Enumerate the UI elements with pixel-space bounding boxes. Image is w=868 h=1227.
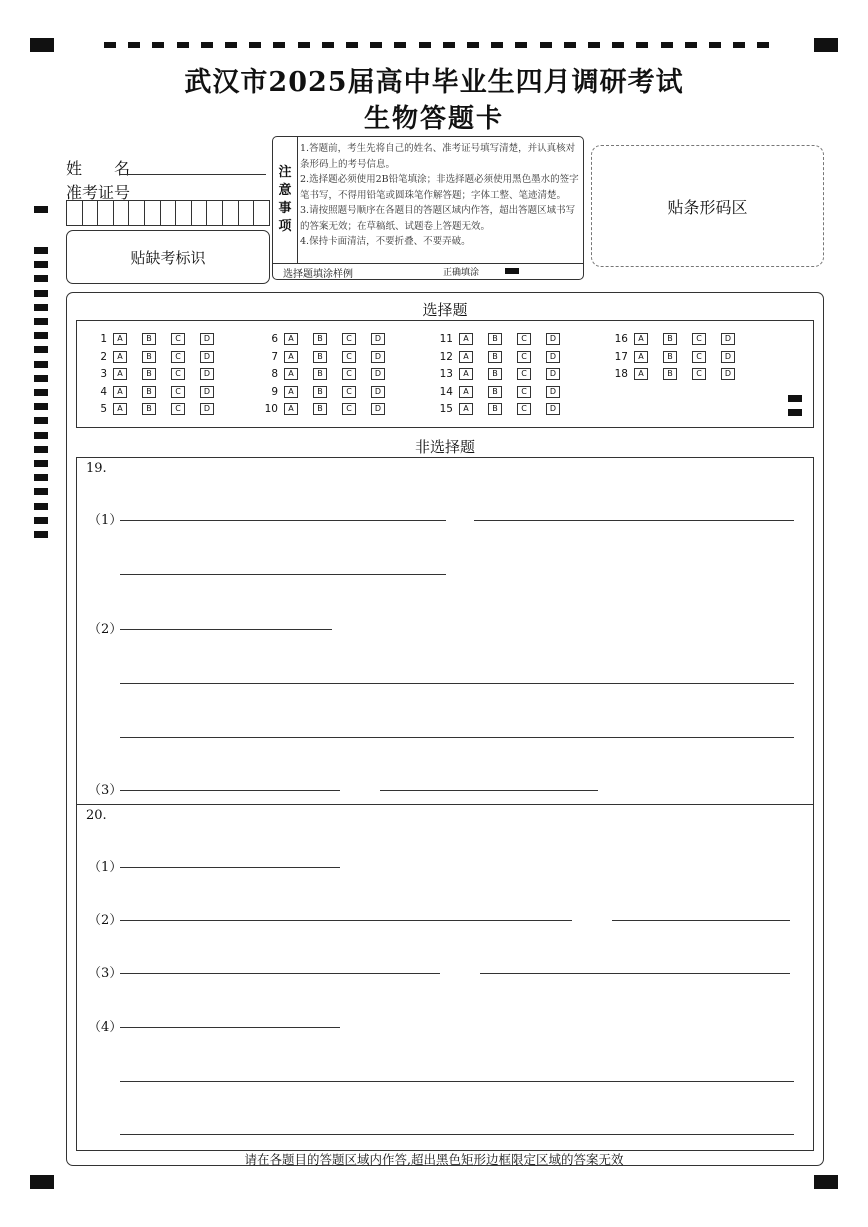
timing-mark xyxy=(34,375,48,382)
option-bubble-d[interactable]: D xyxy=(371,333,385,345)
option-bubble-c[interactable]: C xyxy=(517,333,531,345)
option-bubble-a[interactable]: A xyxy=(284,368,298,380)
choice-question-row xyxy=(89,368,229,380)
choice-question-row xyxy=(89,351,229,363)
q20-part1-label: （1） xyxy=(88,860,123,875)
option-bubble-b[interactable]: B xyxy=(488,403,502,415)
timing-mark xyxy=(346,42,358,48)
timing-mark xyxy=(661,42,673,48)
timing-mark xyxy=(733,42,745,48)
timing-mark xyxy=(34,290,48,297)
q20-number: 20. xyxy=(86,808,107,823)
timing-mark xyxy=(612,42,624,48)
option-bubble-c[interactable]: C xyxy=(517,351,531,363)
timing-mark xyxy=(34,474,48,481)
exam-id-cell[interactable] xyxy=(239,201,255,225)
timing-mark xyxy=(757,42,769,48)
timing-mark xyxy=(685,42,697,48)
question-number: 6 xyxy=(271,333,278,345)
q19-part2-line-a[interactable] xyxy=(120,629,332,630)
timing-mark xyxy=(540,42,552,48)
option-bubble-a[interactable]: A xyxy=(113,351,127,363)
option-bubble-c[interactable]: C xyxy=(342,351,356,363)
option-bubble-d[interactable]: D xyxy=(200,351,214,363)
option-bubble-d[interactable]: D xyxy=(371,351,385,363)
notice-char: 事 xyxy=(278,201,292,216)
choice-question-row xyxy=(435,368,575,380)
question-number: 7 xyxy=(271,350,278,363)
option-bubble-d[interactable]: D xyxy=(371,368,385,380)
option-bubble-c[interactable]: C xyxy=(517,403,531,415)
footer-note: 请在各题目的答题区域内作答,超出黑色矩形边框限定区域的答案无效 xyxy=(244,1152,624,1167)
option-bubble-c[interactable]: C xyxy=(171,351,185,363)
option-bubble-a[interactable]: A xyxy=(284,386,298,398)
notice-box xyxy=(272,136,584,280)
option-bubble-d[interactable]: D xyxy=(721,351,735,363)
q20-part3-line-b[interactable] xyxy=(480,973,790,974)
timing-mark xyxy=(34,488,48,495)
option-bubble-b[interactable]: B xyxy=(313,386,327,398)
option-bubble-a[interactable]: A xyxy=(284,403,298,415)
corner-marker-top-left xyxy=(30,38,54,52)
exam-id-cell[interactable] xyxy=(176,201,192,225)
q20-part4-line-c[interactable] xyxy=(120,1134,794,1135)
timing-mark xyxy=(34,389,48,396)
question-number: 18 xyxy=(614,368,628,380)
notice-item: 1.答题前，考生先将自己的姓名、准考证号填写清楚，并认真核对条形码上的考号信息。 xyxy=(300,143,576,170)
exam-id-cell[interactable] xyxy=(83,201,99,225)
question-number: 12 xyxy=(439,350,453,363)
question-divider xyxy=(77,804,813,805)
question-number: 2 xyxy=(100,350,107,363)
option-bubble-d[interactable]: D xyxy=(546,386,560,398)
choice-question-row xyxy=(435,403,575,415)
timing-mark xyxy=(298,42,310,48)
barcode-area xyxy=(591,145,824,267)
question-number: 1 xyxy=(100,333,107,345)
notice-side-label xyxy=(273,137,298,263)
q19-part2-line-c[interactable] xyxy=(120,737,794,738)
option-bubble-d[interactable]: D xyxy=(200,386,214,398)
timing-mark xyxy=(467,42,479,48)
option-bubble-b[interactable]: B xyxy=(142,403,156,415)
exam-title: 武汉市2025届高中毕业生四月调研考试 xyxy=(184,67,684,98)
correct-fill-sample xyxy=(505,268,519,274)
corner-marker-bottom-left xyxy=(30,1175,54,1189)
option-bubble-a[interactable]: A xyxy=(459,386,473,398)
timing-mark xyxy=(588,42,600,48)
option-bubble-d[interactable]: D xyxy=(546,368,560,380)
option-bubble-b[interactable]: B xyxy=(142,368,156,380)
option-bubble-b[interactable]: B xyxy=(663,351,677,363)
option-bubble-d[interactable]: D xyxy=(546,333,560,345)
choice-timing-mark xyxy=(788,409,802,416)
question-number: 3 xyxy=(100,368,107,380)
exam-id-label: 准考证号 xyxy=(66,183,131,202)
option-bubble-b[interactable]: B xyxy=(313,351,327,363)
question-number: 17 xyxy=(614,350,628,363)
q20-part2-label: （2） xyxy=(88,913,123,928)
nonchoice-answer-box xyxy=(76,457,814,1151)
timing-mark xyxy=(34,361,48,368)
question-number: 9 xyxy=(271,385,278,398)
option-bubble-a[interactable]: A xyxy=(459,351,473,363)
option-bubble-c[interactable]: C xyxy=(342,386,356,398)
timing-mark xyxy=(34,503,48,510)
option-bubble-a[interactable]: A xyxy=(113,403,127,415)
option-bubble-b[interactable]: B xyxy=(663,368,677,380)
corner-marker-bottom-right xyxy=(814,1175,838,1189)
exam-id-cell[interactable] xyxy=(223,201,239,225)
option-bubble-d[interactable]: D xyxy=(371,403,385,415)
choice-answer-box xyxy=(76,320,814,428)
option-bubble-a[interactable]: A xyxy=(284,333,298,345)
notice-list xyxy=(300,141,580,250)
question-number: 8 xyxy=(271,368,278,380)
timing-mark xyxy=(152,42,164,48)
timing-mark xyxy=(34,460,48,467)
timing-mark xyxy=(636,42,648,48)
option-bubble-b[interactable]: B xyxy=(488,333,502,345)
timing-mark xyxy=(34,417,48,424)
notice-char: 项 xyxy=(278,219,292,234)
question-number: 10 xyxy=(264,403,278,415)
timing-mark xyxy=(491,42,503,48)
option-bubble-b[interactable]: B xyxy=(142,386,156,398)
question-number: 15 xyxy=(439,403,453,415)
timing-mark xyxy=(564,42,576,48)
option-bubble-c[interactable]: C xyxy=(171,386,185,398)
option-bubble-d[interactable]: D xyxy=(546,403,560,415)
choice-question-row xyxy=(610,368,750,380)
exam-id-cell[interactable] xyxy=(192,201,208,225)
card-subtitle: 生物答题卡 xyxy=(363,104,504,134)
option-bubble-a[interactable]: A xyxy=(459,403,473,415)
option-bubble-c[interactable]: C xyxy=(692,333,706,345)
option-bubble-d[interactable]: D xyxy=(721,333,735,345)
option-bubble-c[interactable]: C xyxy=(171,368,185,380)
timing-mark xyxy=(34,318,48,325)
q19-part1-line-b[interactable] xyxy=(474,520,794,521)
choice-question-row xyxy=(435,333,575,345)
absent-sticker-label: 贴缺考标识 xyxy=(130,248,206,267)
timing-mark xyxy=(225,42,237,48)
timing-mark xyxy=(34,531,48,538)
option-bubble-c[interactable]: C xyxy=(692,351,706,363)
option-bubble-a[interactable]: A xyxy=(113,368,127,380)
notice-char: 意 xyxy=(278,183,292,198)
choice-question-row xyxy=(610,333,750,345)
timing-mark xyxy=(34,247,48,254)
timing-mark xyxy=(104,42,116,48)
option-bubble-c[interactable]: C xyxy=(517,368,531,380)
exam-id-cell[interactable] xyxy=(145,201,161,225)
choice-timing-mark xyxy=(788,395,802,402)
corner-marker-top-right xyxy=(814,38,838,52)
question-number: 5 xyxy=(100,403,107,415)
name-field[interactable] xyxy=(120,174,266,175)
choice-question-row xyxy=(260,368,400,380)
option-bubble-b[interactable]: B xyxy=(142,333,156,345)
choice-question-row xyxy=(260,386,400,398)
question-number: 4 xyxy=(100,385,107,398)
timing-mark xyxy=(34,332,48,339)
choice-question-row xyxy=(89,403,229,415)
timing-mark xyxy=(419,42,431,48)
q19-part3-label: （3） xyxy=(88,783,123,798)
exam-id-grid[interactable] xyxy=(66,200,270,226)
option-bubble-b[interactable]: B xyxy=(663,333,677,345)
option-bubble-d[interactable]: D xyxy=(546,351,560,363)
notice-item: 4.保持卡面清洁，不要折叠、不要弄破。 xyxy=(300,236,471,247)
choice-question-row xyxy=(435,351,575,363)
option-bubble-a[interactable]: A xyxy=(634,333,648,345)
option-bubble-d[interactable]: D xyxy=(200,403,214,415)
q20-part3-line-a[interactable] xyxy=(120,973,440,974)
timing-mark xyxy=(177,42,189,48)
notice-char: 注 xyxy=(278,165,292,180)
option-bubble-a[interactable]: A xyxy=(113,333,127,345)
option-bubble-c[interactable]: C xyxy=(517,386,531,398)
exam-id-cell[interactable] xyxy=(207,201,223,225)
option-bubble-b[interactable]: B xyxy=(488,368,502,380)
timing-mark xyxy=(370,42,382,48)
option-bubble-c[interactable]: C xyxy=(342,403,356,415)
q19-part2-line-b[interactable] xyxy=(120,683,794,684)
timing-mark xyxy=(249,42,261,48)
timing-mark xyxy=(34,275,48,282)
exam-id-cell[interactable] xyxy=(98,201,114,225)
timing-mark xyxy=(34,517,48,524)
q19-part3-line-a[interactable] xyxy=(120,790,340,791)
option-bubble-b[interactable]: B xyxy=(313,368,327,380)
q20-part3-label: （3） xyxy=(88,966,123,981)
choice-question-row xyxy=(260,333,400,345)
q20-part4-label: （4） xyxy=(88,1020,123,1035)
question-number: 14 xyxy=(439,385,453,398)
q19-number: 19. xyxy=(86,461,107,476)
question-number: 16 xyxy=(614,333,628,345)
absent-sticker-area xyxy=(66,230,270,284)
exam-id-cell[interactable] xyxy=(254,201,269,225)
option-bubble-a[interactable]: A xyxy=(284,351,298,363)
option-bubble-a[interactable]: A xyxy=(634,351,648,363)
timing-mark xyxy=(201,42,213,48)
option-bubble-d[interactable]: D xyxy=(200,333,214,345)
timing-mark xyxy=(34,446,48,453)
option-bubble-b[interactable]: B xyxy=(313,333,327,345)
q20-part2-line-b[interactable] xyxy=(612,920,790,921)
timing-mark xyxy=(34,346,48,353)
option-bubble-c[interactable]: C xyxy=(692,368,706,380)
timing-mark xyxy=(394,42,406,48)
exam-id-cell[interactable] xyxy=(129,201,145,225)
timing-mark xyxy=(34,403,48,410)
option-bubble-c[interactable]: C xyxy=(171,403,185,415)
barcode-label: 贴条形码区 xyxy=(667,197,748,217)
choice-question-row xyxy=(89,333,229,345)
exam-id-cell[interactable] xyxy=(161,201,177,225)
option-bubble-d[interactable]: D xyxy=(371,386,385,398)
timing-mark xyxy=(34,304,48,311)
option-bubble-b[interactable]: B xyxy=(142,351,156,363)
option-bubble-a[interactable]: A xyxy=(634,368,648,380)
exam-id-cell[interactable] xyxy=(114,201,130,225)
timing-mark xyxy=(273,42,285,48)
choice-question-row xyxy=(89,386,229,398)
choice-question-row xyxy=(435,386,575,398)
timing-mark xyxy=(443,42,455,48)
nonchoice-section-title: 非选择题 xyxy=(414,438,475,456)
timing-mark xyxy=(34,261,48,268)
q19-part2-label: （2） xyxy=(88,622,123,637)
q20-part4-line-a[interactable] xyxy=(120,1027,340,1028)
option-bubble-c[interactable]: C xyxy=(342,368,356,380)
fill-sample-label: 选择题填涂样例 xyxy=(283,269,353,280)
option-bubble-b[interactable]: B xyxy=(488,351,502,363)
q20-part1-line[interactable] xyxy=(120,867,340,868)
option-bubble-b[interactable]: B xyxy=(313,403,327,415)
correct-fill-label: 正确填涂 xyxy=(443,268,480,278)
option-bubble-a[interactable]: A xyxy=(459,333,473,345)
choice-question-row xyxy=(260,403,400,415)
q19-part1-line-c[interactable] xyxy=(120,574,446,575)
timing-mark xyxy=(709,42,721,48)
notice-item: 3.请按照题号顺序在各题目的答题区域内作答，超出答题区域书写的答案无效；在草稿纸、试题卷上答题无效。 xyxy=(300,205,576,232)
question-number: 13 xyxy=(439,368,453,380)
q20-part2-line-a[interactable] xyxy=(120,920,572,921)
choice-question-row xyxy=(610,351,750,363)
option-bubble-c[interactable]: C xyxy=(171,333,185,345)
exam-id-cell[interactable] xyxy=(67,201,83,225)
timing-mark xyxy=(34,206,48,213)
question-number: 11 xyxy=(439,333,453,345)
option-bubble-a[interactable]: A xyxy=(113,386,127,398)
q19-part3-line-b[interactable] xyxy=(380,790,598,791)
option-bubble-b[interactable]: B xyxy=(488,386,502,398)
option-bubble-d[interactable]: D xyxy=(721,368,735,380)
q19-part1-line-a[interactable] xyxy=(120,520,446,521)
timing-mark xyxy=(515,42,527,48)
option-bubble-d[interactable]: D xyxy=(200,368,214,380)
timing-mark xyxy=(128,42,140,48)
notice-item: 2.选择题必须使用2B铅笔填涂；非选择题必须使用黑色墨水的签字笔书写，不得用铅笔或圆珠笔作解答题；字体工整、笔迹清楚。 xyxy=(300,174,579,201)
fill-sample-row xyxy=(273,263,583,280)
name-label: 姓 名 xyxy=(66,159,131,178)
option-bubble-a[interactable]: A xyxy=(459,368,473,380)
q20-part4-line-b[interactable] xyxy=(120,1081,794,1082)
timing-mark xyxy=(322,42,334,48)
choice-question-row xyxy=(260,351,400,363)
choice-section-title: 选择题 xyxy=(422,301,468,319)
option-bubble-c[interactable]: C xyxy=(342,333,356,345)
timing-mark xyxy=(34,432,48,439)
q19-part1-label: （1） xyxy=(88,513,123,528)
